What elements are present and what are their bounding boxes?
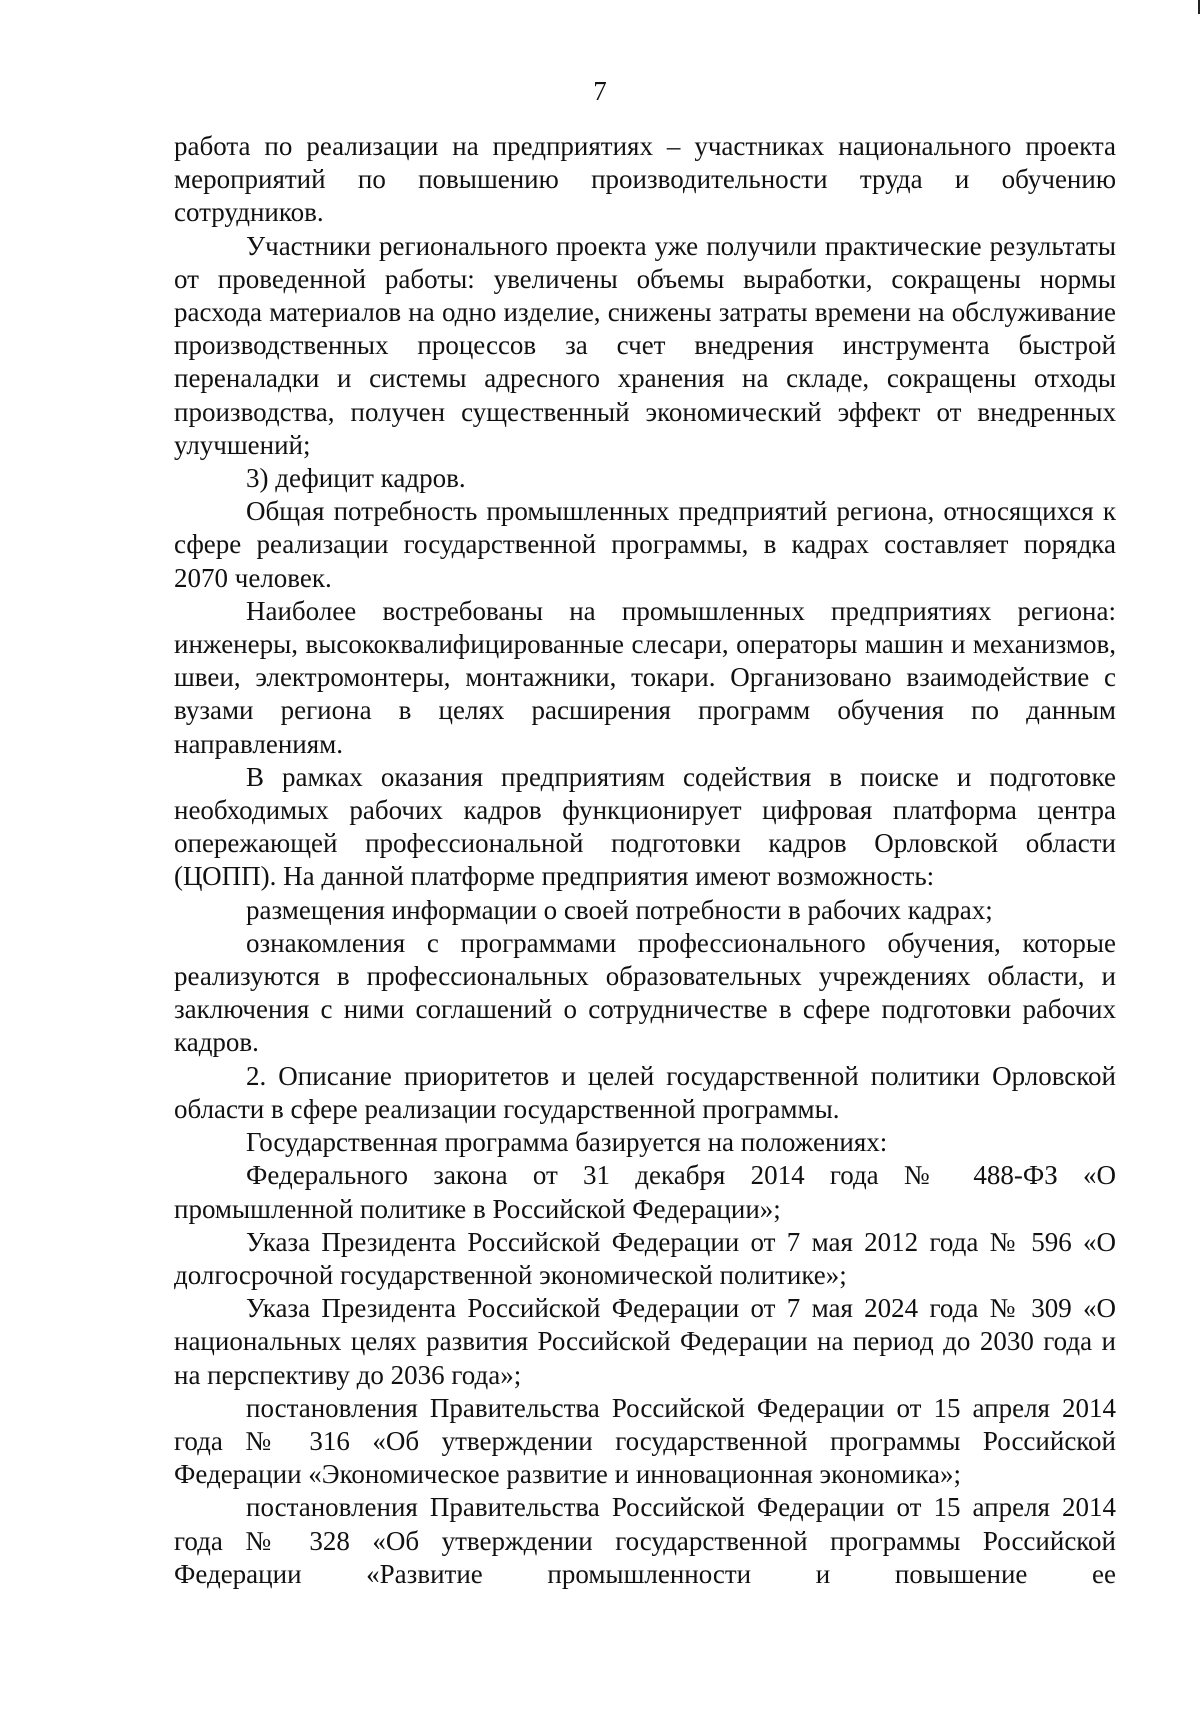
paragraph: работа по реализации на предприятиях – участниках национального проекта мероприятий по повышению производительности труда и обучению сотрудников.	[174, 131, 1116, 228]
legal-reference: постановления Правительства Российской Федерации от 15 апреля 2014 года № 316 «Об утверждении государственной программы Российской Федерации «Экономическое развитие и инновационная экономика»;	[174, 1392, 1116, 1490]
paragraph: 3) дефицит кадров.	[246, 463, 466, 494]
legal-reference: Указа Президента Российской Федерации от 7 мая 2024 года № 309 «О национальных целях развития Российской Федерации на период до 2030 года и на перспективу до 2036 года»;	[174, 1293, 1116, 1390]
paragraph: Общая потребность промышленных предприятий региона, относящихся к сфере реализации государственной программы, в кадрах составляет порядка 2070 человек.	[174, 496, 1116, 593]
paragraph: размещения информации о своей потребности в рабочих кадрах;	[246, 894, 993, 925]
paragraph: Участники регионального проекта уже получили практические результаты от проведенной работы: увеличены объемы выработки, сокращены нормы расхода материалов на одно изделие, снижены затраты времени на обслуживание производственных процессов за счет внедрения инструмента быстрой переналадки и системы адресного хранения на складе, сокращены отходы производства, получен существенный экономический эффект от внедренных улучшений;	[174, 230, 1116, 460]
legal-reference: Федерального закона от 31 декабря 2014 года № 488-ФЗ «О промышленной политике в Российской Федерации»;	[174, 1160, 1116, 1224]
legal-reference: постановления Правительства Российской Федерации от 15 апреля 2014 года № 328 «Об утверждении государственной программы Российской Федерации «Развитие промышленности и повышение ее	[174, 1492, 1116, 1589]
paragraph: Государственная программа базируется на положениях:	[246, 1127, 888, 1158]
section-heading: 2. Описание приоритетов и целей государственной политики Орловской области в сфере реализации государственной программы.	[174, 1060, 1116, 1124]
page-number: 7	[593, 76, 607, 106]
document-body	[174, 130, 1116, 1591]
paragraph: ознакомления с программами профессионального обучения, которые реализуются в профессиональных образовательных учреждениях области, и заключения с ними соглашений о сотрудничестве в сфере подготовки рабочих кадров.	[174, 927, 1116, 1058]
legal-reference: Указа Президента Российской Федерации от 7 мая 2012 года № 596 «О долгосрочной государственной экономической политике»;	[174, 1226, 1116, 1290]
paragraph: В рамках оказания предприятиям содействия в поиске и подготовке необходимых рабочих кадров функционирует цифровая платформа центра опережающей профессиональной подготовки кадров Орловской области (ЦОПП). На данной платформе предприятия имеют возможность:	[174, 761, 1116, 892]
paragraph: Наиболее востребованы на промышленных предприятиях региона: инженеры, высококвалифицированные слесари, операторы машин и механизмов, швеи, электромонтеры, монтажники, токари. Организовано взаимодействие с вузами региона в целях расширения программ обучения по данным направлениям.	[174, 595, 1116, 759]
